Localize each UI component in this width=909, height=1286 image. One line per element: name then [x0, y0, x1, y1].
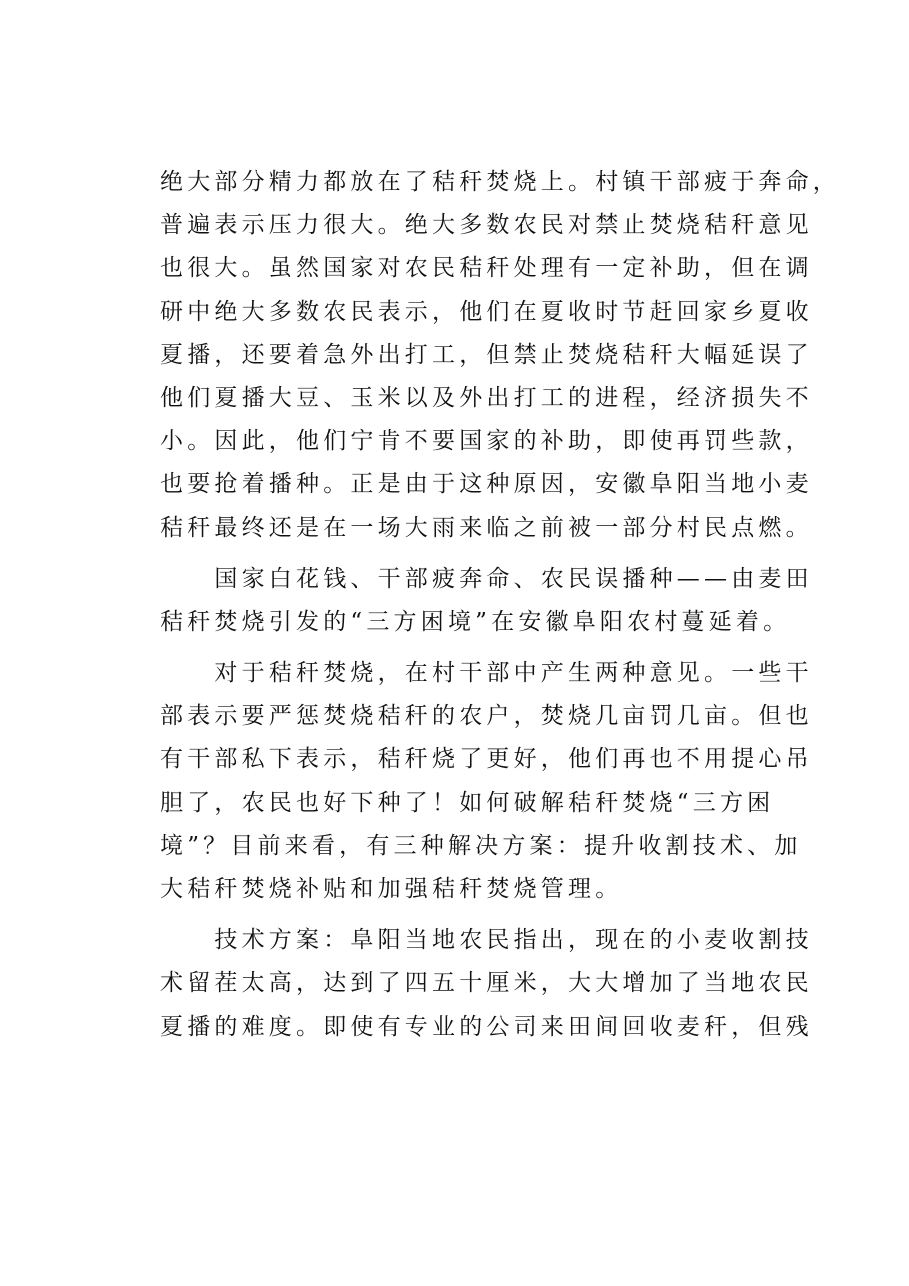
document-body	[160, 161, 840, 1049]
text-line: 秸秆焚烧引发的“三方困境”在安徽阜阳农村蔓延着。	[160, 608, 791, 635]
text-line: 也很大。虽然国家对农民秸秆处理有一定补助，但在调	[160, 255, 813, 282]
text-line: 也要抢着播种。正是由于这种原因，安徽阜阳当地小麦	[160, 471, 813, 498]
text-line: 术留茬太高，达到了四五十厘米，大大增加了当地农民	[160, 970, 813, 997]
text-line: 夏播，还要着急外出打工，但禁止焚烧秸秆大幅延误了	[160, 341, 813, 368]
paragraph-3	[160, 652, 813, 911]
paragraph-4	[160, 919, 813, 1049]
text-line: 胆了，农民也好下种了！如何破解秸秆焚烧“三方困	[160, 789, 775, 816]
text-line: 技术方案：阜阳当地农民指出，现在的小麦收割技	[160, 927, 813, 954]
text-line: 部表示要严惩焚烧秸秆的农户，焚烧几亩罚几亩。但也	[160, 703, 813, 730]
paragraph-spacer	[160, 644, 770, 652]
text-line: 小。因此，他们宁肯不要国家的补助，即使再罚些款，	[160, 428, 813, 455]
text-line: 夏播的难度。即使有专业的公司来田间回收麦秆，但残	[160, 1013, 813, 1040]
paragraph-1	[160, 161, 840, 550]
text-line: 对于秸秆焚烧，在村干部中产生两种意见。一些干	[160, 660, 813, 687]
text-line: 境”？目前来看，有三种解决方案：提升收割技术、加	[160, 832, 802, 859]
text-line: 国家白花钱、干部疲奔命、农民误播种——由麦田	[160, 565, 813, 592]
text-line: 研中绝大多数农民表示，他们在夏收时节赶回家乡夏收	[160, 298, 813, 325]
text-line: 有干部私下表示，秸秆烧了更好，他们再也不用提心吊	[160, 746, 813, 773]
paragraph-spacer	[160, 911, 770, 919]
text-line: 普遍表示压力很大。绝大多数农民对禁止焚烧秸秆意见	[160, 212, 813, 239]
text-line: 他们夏播大豆、玉米以及外出打工的进程，经济损失不	[160, 384, 813, 411]
paragraph-spacer	[160, 550, 770, 558]
paragraph-2	[160, 558, 813, 644]
text-line: 绝大部分精力都放在了秸秆焚烧上。村镇干部疲于奔命，	[160, 169, 840, 195]
text-line: 秸秆最终还是在一场大雨来临之前被一部分村民点燃。	[160, 514, 813, 541]
text-line: 大秸秆焚烧补贴和加强秸秆焚烧管理。	[160, 876, 623, 902]
